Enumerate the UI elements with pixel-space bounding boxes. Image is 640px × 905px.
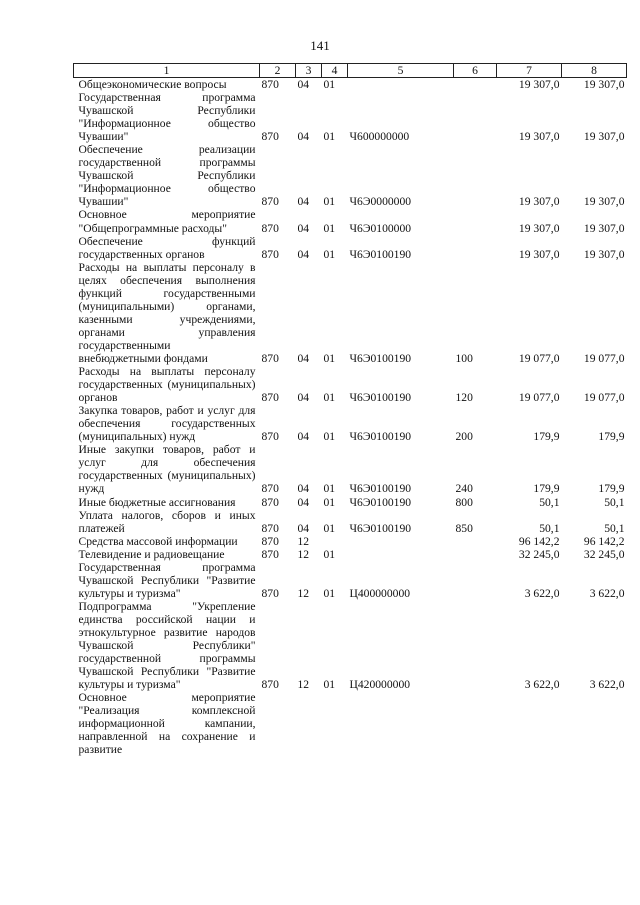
row-name: Обеспечение функций государственных органов <box>78 234 256 261</box>
subsection-code: 01 <box>323 247 336 261</box>
page-number: 141 <box>310 38 330 53</box>
row-name: Общеэкономические вопросы <box>78 78 227 91</box>
amount-year-2: 19 307,0 <box>583 130 625 144</box>
subsection-code: 01 <box>323 221 336 235</box>
expense-type <box>454 208 497 234</box>
admin-code: 870 <box>261 247 279 261</box>
expense-type <box>454 548 497 561</box>
header-cell: 5 <box>348 64 454 78</box>
admin-code: 870 <box>261 391 279 405</box>
admin-code: 870 <box>261 430 279 444</box>
row-name: Государственная программа Чувашской Республики "Информационное общество Чувашии" <box>78 91 256 144</box>
expense-type: 800 <box>455 495 473 509</box>
target-article <box>348 78 454 92</box>
amount-year-2: 32 245,0 <box>583 547 625 561</box>
admin-code: 870 <box>261 586 279 600</box>
section-code: 12 <box>297 547 310 561</box>
expense-type <box>454 535 497 548</box>
admin-code: 870 <box>261 534 279 548</box>
section-code: 04 <box>297 521 310 535</box>
target-article: Ч6Э0000000 <box>349 195 412 209</box>
target-article: Ч6Э0100190 <box>349 391 412 405</box>
target-article: Ч600000000 <box>349 130 410 144</box>
admin-code: 870 <box>261 195 279 209</box>
expense-type: 120 <box>455 391 473 405</box>
amount-year-2: 19 077,0 <box>583 391 625 405</box>
amount-year-1 <box>497 691 562 756</box>
table-row <box>74 91 627 143</box>
section-code: 12 <box>297 586 310 600</box>
amount-year-2: 19 077,0 <box>583 351 625 365</box>
section-code: 04 <box>297 247 310 261</box>
admin-code <box>260 691 296 756</box>
section-code: 04 <box>297 78 310 91</box>
subsection-code: 01 <box>323 495 336 509</box>
amount-year-1: 50,1 <box>539 521 560 535</box>
table-row <box>74 235 627 261</box>
admin-code: 870 <box>261 495 279 509</box>
row-name: Телевидение и радиовещание <box>78 547 225 561</box>
row-name: Основное мероприятие "Реализация комплексной информационной кампании, направленной на сохранение и развитие <box>78 691 256 757</box>
amount-year-2: 179,9 <box>598 482 625 496</box>
admin-code: 870 <box>261 482 279 496</box>
table-row <box>74 496 627 509</box>
expense-type <box>454 691 497 756</box>
admin-code: 870 <box>261 547 279 561</box>
subsection-code: 01 <box>323 78 336 91</box>
subsection-code: 01 <box>323 482 336 496</box>
amount-year-2: 19 307,0 <box>583 195 625 209</box>
subsection-code: 01 <box>323 678 336 692</box>
amount-year-1: 3 622,0 <box>524 678 560 692</box>
section-code: 04 <box>297 351 310 365</box>
amount-year-2: 96 142,2 <box>583 534 625 548</box>
row-name: Подпрограмма "Укрепление единства российской нации и этнокультурное развитие народов Чувашской Республики" государственной программы Чувашской Республики "Развитие культуры и туризма" <box>78 599 256 692</box>
expense-type <box>454 91 497 143</box>
target-article: Ч6Э0100190 <box>349 495 412 509</box>
table-row <box>74 600 627 691</box>
row-name: Расходы на выплаты персоналу государственных (муниципальных) органов <box>78 365 256 405</box>
table-row <box>74 509 627 535</box>
row-name: Обеспечение реализации государственной программы Чувашской Республики "Информационное общество Чувашии" <box>78 143 256 209</box>
header-row <box>74 64 627 78</box>
subsection-code: 01 <box>323 351 336 365</box>
amount-year-1: 19 307,0 <box>518 78 560 91</box>
table-row <box>74 404 627 443</box>
subsection-code: 01 <box>323 547 336 561</box>
amount-year-1: 19 307,0 <box>518 195 560 209</box>
amount-year-2: 50,1 <box>604 495 625 509</box>
amount-year-1: 19 307,0 <box>518 247 560 261</box>
amount-year-2: 50,1 <box>604 521 625 535</box>
amount-year-1: 32 245,0 <box>518 547 560 561</box>
target-article: Ч6Э0100000 <box>349 221 412 235</box>
amount-year-2: 3 622,0 <box>589 586 625 600</box>
expense-type <box>454 235 497 261</box>
table-row <box>74 691 627 756</box>
subsection-code: 01 <box>323 195 336 209</box>
target-article: Ч6Э0100190 <box>349 521 412 535</box>
expense-type <box>454 600 497 691</box>
amount-year-2: 3 622,0 <box>589 678 625 692</box>
expense-type: 100 <box>455 351 473 365</box>
section-code: 12 <box>297 534 310 548</box>
row-name: Уплата налогов, сборов и иных платежей <box>78 508 256 535</box>
table-row <box>74 261 627 365</box>
row-name: Иные бюджетные ассигнования <box>78 495 236 509</box>
header-cell: 4 <box>322 64 348 78</box>
header-cell: 1 <box>74 64 260 78</box>
row-name: Основное мероприятие "Общепрограммные расходы" <box>78 208 256 235</box>
subsection-code: 01 <box>323 130 336 144</box>
admin-code: 870 <box>261 221 279 235</box>
subsection-code: 01 <box>323 586 336 600</box>
amount-year-1: 19 077,0 <box>518 351 560 365</box>
section-code: 04 <box>297 195 310 209</box>
admin-code: 870 <box>261 78 279 91</box>
expense-type: 240 <box>455 482 473 496</box>
subsection-code <box>322 535 348 548</box>
table-body <box>74 78 627 757</box>
amount-year-2: 19 307,0 <box>583 221 625 235</box>
amount-year-2: 19 307,0 <box>583 247 625 261</box>
row-name: Средства массовой информации <box>78 534 238 548</box>
table-row <box>74 78 627 92</box>
section-code: 04 <box>297 391 310 405</box>
header-cell: 7 <box>497 64 562 78</box>
target-article: Ч6Э0100190 <box>349 247 412 261</box>
section-code: 04 <box>297 221 310 235</box>
section-code: 04 <box>297 430 310 444</box>
amount-year-1: 96 142,2 <box>518 534 560 548</box>
expense-type: 200 <box>455 430 473 444</box>
admin-code: 870 <box>261 351 279 365</box>
target-article: Ч6Э0100190 <box>349 351 412 365</box>
amount-year-1: 179,9 <box>533 482 560 496</box>
subsection-code: 01 <box>323 521 336 535</box>
amount-year-2: 179,9 <box>598 430 625 444</box>
amount-year-2 <box>562 691 627 756</box>
table-row <box>74 208 627 234</box>
target-article: Ц420000000 <box>349 678 411 692</box>
target-article <box>348 535 454 548</box>
budget-table <box>73 63 627 756</box>
header-cell: 3 <box>296 64 322 78</box>
row-name: Иные закупки товаров, работ и услуг для обеспечения государственных (муниципальных) нужд <box>78 443 256 496</box>
section-code: 04 <box>297 495 310 509</box>
table-row <box>74 365 627 404</box>
subsection-code: 01 <box>323 391 336 405</box>
row-name: Расходы на выплаты персоналу в целях обеспечения выполнения функций государственными (муниципальными) органами, казенными учреждениями, органами управления государственными внебюджетными фондами <box>78 260 256 365</box>
table-row <box>74 535 627 548</box>
section-code <box>296 691 322 756</box>
amount-year-1: 19 307,0 <box>518 130 560 144</box>
admin-code: 870 <box>261 678 279 692</box>
subsection-code <box>322 691 348 756</box>
row-name: Государственная программа Чувашской Республики "Развитие культуры и туризма" <box>78 560 256 600</box>
amount-year-2: 19 307,0 <box>583 78 625 91</box>
amount-year-1: 19 307,0 <box>518 221 560 235</box>
header-cell: 2 <box>260 64 296 78</box>
subsection-code: 01 <box>323 430 336 444</box>
section-code: 04 <box>297 130 310 144</box>
expense-type: 850 <box>455 521 473 535</box>
row-name: Закупка товаров, работ и услуг для обеспечения государственных (муниципальных) нужд <box>78 404 256 444</box>
amount-year-1: 19 077,0 <box>518 391 560 405</box>
target-article <box>348 548 454 561</box>
amount-year-1: 179,9 <box>533 430 560 444</box>
expense-type <box>454 561 497 600</box>
table-row <box>74 548 627 561</box>
amount-year-1: 50,1 <box>539 495 560 509</box>
header-cell: 8 <box>562 64 627 78</box>
table-row <box>74 143 627 208</box>
admin-code: 870 <box>261 521 279 535</box>
header-cell: 6 <box>454 64 497 78</box>
admin-code: 870 <box>261 130 279 144</box>
section-code: 12 <box>297 678 310 692</box>
target-article: Ч6Э0100190 <box>349 430 412 444</box>
section-code: 04 <box>297 482 310 496</box>
target-article <box>348 691 454 756</box>
amount-year-1: 3 622,0 <box>524 586 560 600</box>
target-article: Ч6Э0100190 <box>349 482 412 496</box>
target-article: Ц400000000 <box>349 586 411 600</box>
expense-type <box>454 78 497 92</box>
table-row <box>74 443 627 495</box>
table-row <box>74 561 627 600</box>
expense-type <box>454 143 497 208</box>
